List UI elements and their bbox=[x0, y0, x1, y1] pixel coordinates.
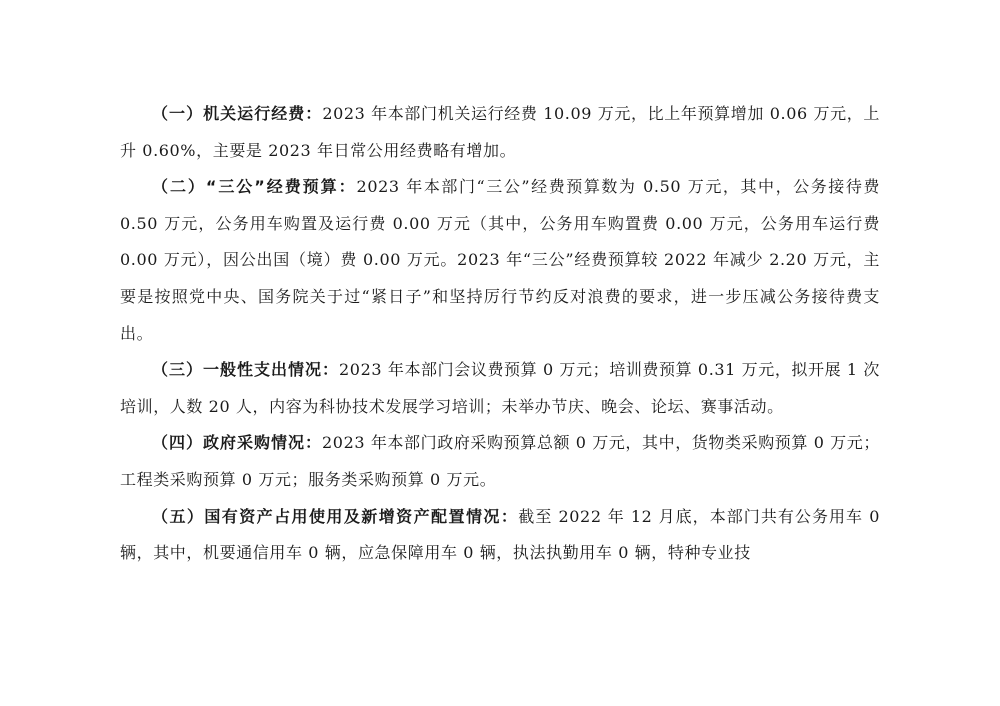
section-body: 2023 年本部门“三公”经费预算数为 0.50 万元，其中，公务接待费 0.50 万元，公务用车购置及运行费 0.00 万元（其中，公务用车购置费 0.00 万元，公务用车运行费 0.00 万元），因公出国（境）费 0.00 万元。2023 年“三公”经费预算较 2022 年减少 2.20 万元，主要是按照党中央、国务院关于过“紧日子”和坚持厉行节约反对浪费的要求，进一步压减公务接待费支出。 bbox=[120, 177, 880, 343]
section-heading: （四）政府采购情况： bbox=[152, 433, 323, 453]
section-heading: （五）国有资产占用使用及新增资产配置情况： bbox=[152, 506, 519, 526]
section-body: 2023 年本部门机关运行经费 10.09 万元，比上年预算增加 0.06 万元，上升 0.60%，主要是 2023 年日常公用经费略有增加。 bbox=[120, 104, 880, 160]
section-three-public-expenses bbox=[120, 169, 880, 352]
section-heading: （一）机关运行经费： bbox=[152, 104, 323, 123]
section-government-procurement bbox=[120, 425, 880, 498]
section-operating-expenses bbox=[120, 96, 880, 169]
section-heading: （二）“三公”经费预算： bbox=[152, 177, 357, 197]
section-body: 截至 2022 年 12 月底，本部门共有公务用车 0 辆，其中，机要通信用车 0 辆，应急保障用车 0 辆，执法执勤用车 0 辆，特种专业技 bbox=[120, 506, 880, 563]
section-body: 2023 年本部门政府采购预算总额 0 万元，其中，货物类采购预算 0 万元；工程类采购预算 0 万元；服务类采购预算 0 万元。 bbox=[120, 433, 880, 489]
document-page bbox=[120, 96, 880, 572]
section-body: 2023 年本部门会议费预算 0 万元；培训费预算 0.31 万元，拟开展 1 次培训，人数 20 人，内容为科协技术发展学习培训；未举办节庆、晚会、论坛、赛事活动。 bbox=[120, 360, 880, 416]
section-heading: （三）一般性支出情况： bbox=[152, 360, 340, 380]
section-general-expenditure bbox=[120, 352, 880, 425]
section-state-assets bbox=[120, 499, 880, 572]
